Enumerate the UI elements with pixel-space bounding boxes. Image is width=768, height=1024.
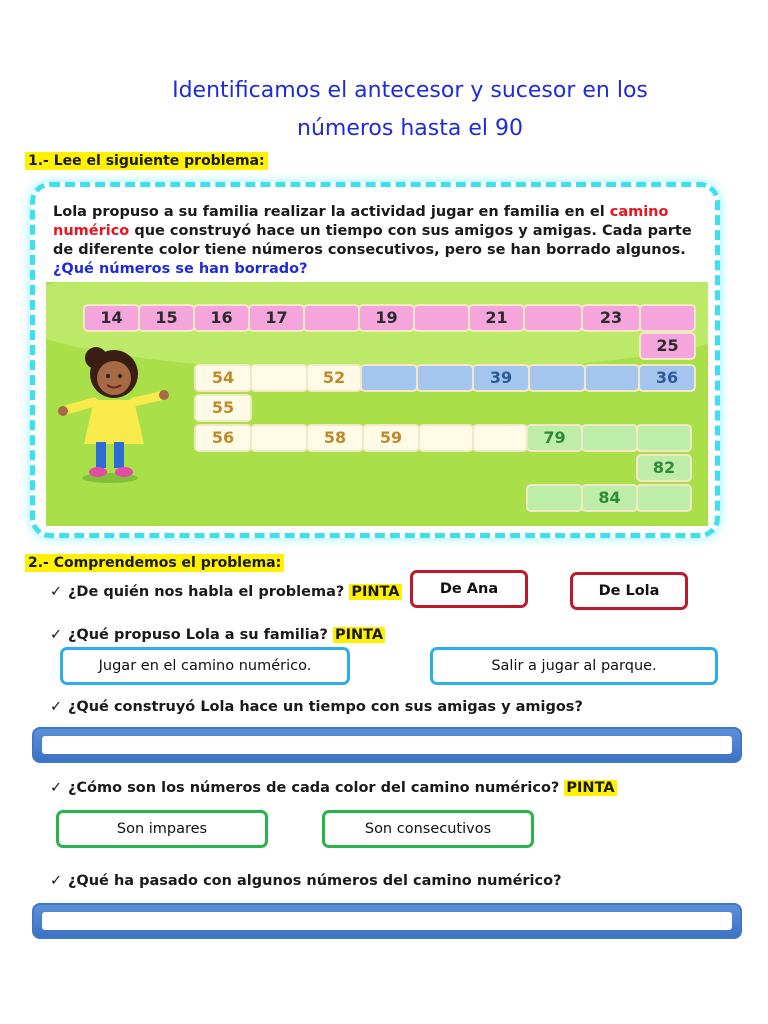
problem-text-highlight: camino numérico (53, 204, 669, 239)
path-cell: 14 (83, 304, 140, 332)
section1-heading: 1.- Lee el siguiente problema: (25, 152, 268, 170)
page-title-line2: números hasta el 90 (297, 116, 523, 141)
problem-text (53, 203, 713, 279)
question-4 (50, 780, 617, 796)
answer-box-3[interactable] (32, 727, 742, 763)
checkmark-icon: ✓ (50, 699, 63, 715)
problem-text-a: Lola propuso a su familia realizar la actividad jugar en familia en el (53, 204, 610, 220)
question-5 (50, 873, 562, 889)
path-cell: 54 (194, 364, 252, 392)
path-cell (413, 304, 470, 332)
option-de-lola[interactable]: De Lola (570, 572, 688, 610)
question-4-text: ¿Cómo son los números de cada color del camino numérico? (68, 780, 560, 796)
checkmark-icon: ✓ (50, 584, 63, 600)
path-cell (360, 364, 418, 392)
path-cell (528, 364, 586, 392)
question-2 (50, 627, 385, 643)
path-cell: 25 (639, 332, 696, 360)
path-cell (581, 424, 638, 452)
question-2-text: ¿Qué propuso Lola a su familia? (68, 627, 328, 643)
checkmark-icon: ✓ (50, 873, 63, 889)
option-salir-parque[interactable]: Salir a jugar al parque. (430, 647, 718, 685)
path-cell: 79 (526, 424, 583, 452)
answer-box-3-field[interactable] (42, 736, 732, 754)
option-son-impares[interactable]: Son impares (56, 810, 268, 848)
path-cell (636, 484, 692, 512)
path-cell (472, 424, 528, 452)
path-cell (526, 484, 583, 512)
number-path-board (46, 282, 708, 526)
path-cell (250, 424, 308, 452)
option-de-ana[interactable]: De Ana (410, 570, 528, 608)
path-cell: 15 (138, 304, 195, 332)
question-1-text: ¿De quién nos habla el problema? (68, 584, 345, 600)
option-son-consecutivos[interactable]: Son consecutivos (322, 810, 534, 848)
answer-box-5-field[interactable] (42, 912, 732, 930)
problem-text-b: que construyó hace un tiempo con sus amigos y amigas. Cada parte de diferente color tiene números consecutivos, pero se han borrado algunos. (53, 223, 692, 258)
path-cell: 23 (581, 304, 641, 332)
path-cell: 36 (638, 364, 696, 392)
path-cell: 84 (581, 484, 638, 512)
pinta-label: PINTA (335, 627, 384, 643)
question-5-text: ¿Qué ha pasado con algunos números del camino numérico? (68, 873, 562, 889)
path-cell (523, 304, 583, 332)
path-cell: 21 (468, 304, 525, 332)
path-cell: 82 (636, 454, 692, 482)
path-cell (418, 424, 474, 452)
question-3 (50, 699, 583, 715)
path-cell: 55 (194, 394, 252, 422)
pinta-label: PINTA (351, 584, 400, 600)
path-cell: 58 (306, 424, 364, 452)
answer-box-5[interactable] (32, 903, 742, 939)
path-cell: 39 (472, 364, 530, 392)
path-cell: 59 (362, 424, 420, 452)
option-jugar-camino[interactable]: Jugar en el camino numérico. (60, 647, 350, 685)
path-cell (636, 424, 692, 452)
path-cell: 52 (306, 364, 362, 392)
question-3-text: ¿Qué construyó Lola hace un tiempo con sus amigas y amigos? (68, 699, 583, 715)
path-cell: 17 (248, 304, 305, 332)
path-cell (303, 304, 360, 332)
question-1 (50, 584, 402, 600)
path-cell (250, 364, 308, 392)
path-cell (584, 364, 640, 392)
page-title-line1: Identificamos el antecesor y sucesor en los (172, 78, 648, 103)
checkmark-icon: ✓ (50, 780, 63, 796)
pinta-label: PINTA (566, 780, 615, 796)
problem-question: ¿Qué números se han borrado? (53, 261, 308, 277)
girl-illustration (52, 344, 172, 484)
section2-heading: 2.- Comprendemos el problema: (25, 554, 284, 572)
checkmark-icon: ✓ (50, 627, 63, 643)
path-cell: 56 (194, 424, 252, 452)
path-cell (416, 364, 474, 392)
path-cell: 19 (358, 304, 415, 332)
path-cell (639, 304, 696, 332)
path-cell: 16 (193, 304, 250, 332)
